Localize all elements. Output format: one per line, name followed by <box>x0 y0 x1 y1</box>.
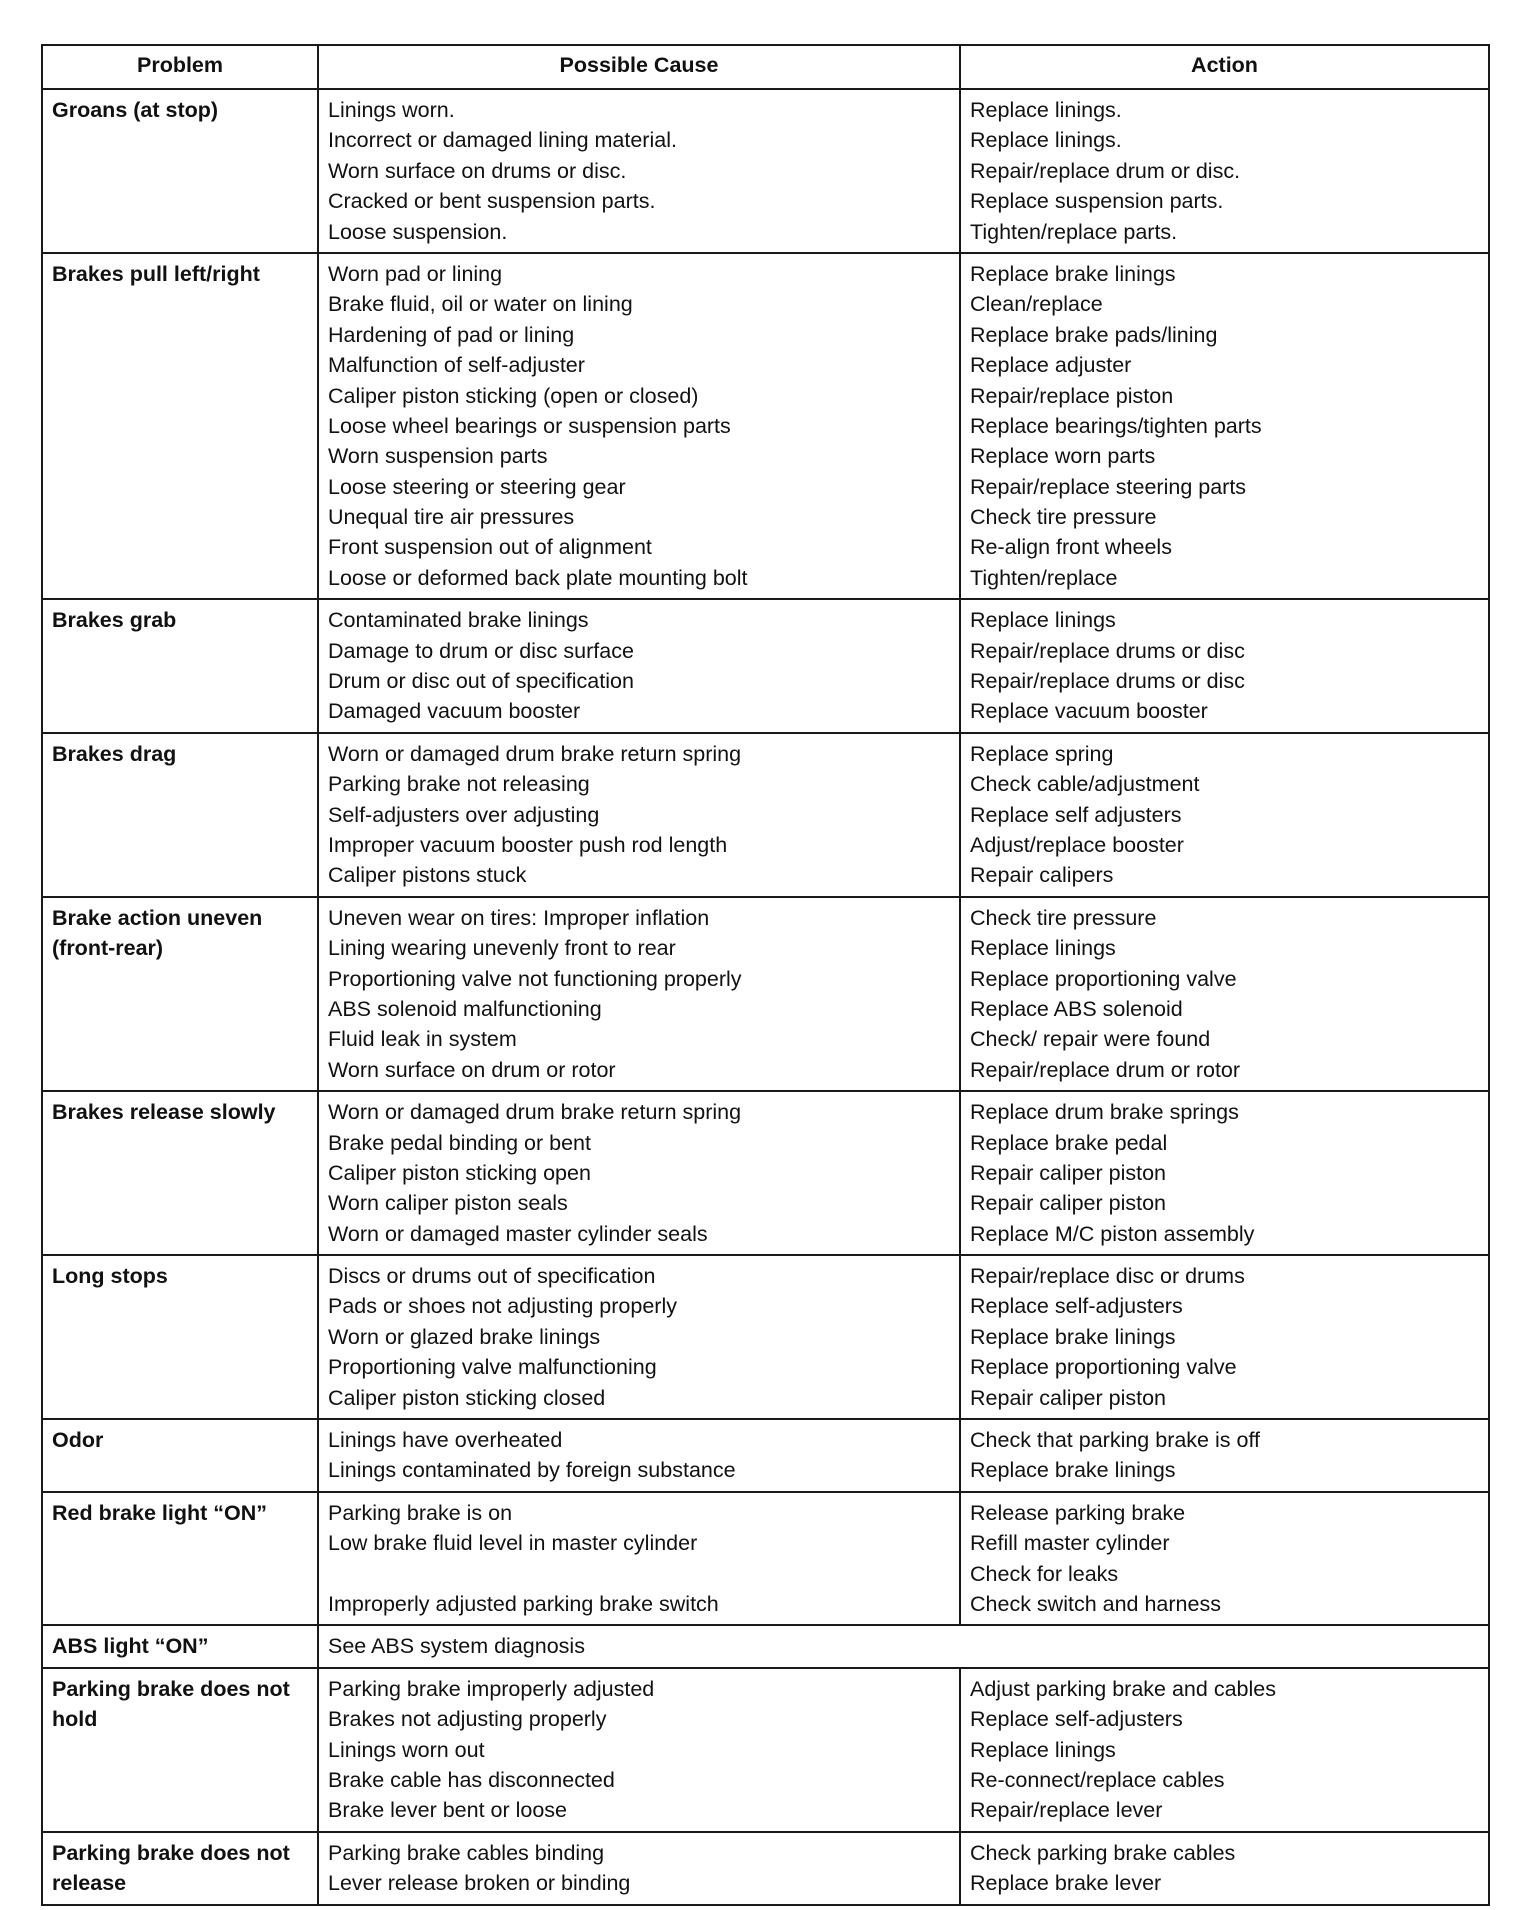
action-text: Check tire pressure <box>970 505 1157 530</box>
action-text: Tighten/replace <box>970 565 1118 590</box>
cause-text: Brake pedal binding or bent <box>328 1130 591 1155</box>
cause-text: Front suspension out of alignment <box>328 535 652 560</box>
action-text: Replace worn parts <box>970 444 1156 469</box>
cause-text: Caliper piston sticking (open or closed) <box>328 383 699 408</box>
action-text: Check/ repair were found <box>970 1027 1211 1052</box>
action-text: Replace M/C piston assembly <box>970 1221 1255 1246</box>
action-text: Check cable/adjustment <box>970 772 1200 797</box>
action-text: Repair caliper piston <box>970 1160 1166 1185</box>
cause-text <box>328 1559 950 1589</box>
action-text: Check parking brake cables <box>970 1840 1236 1865</box>
cause-text: Caliper piston sticking open <box>328 1160 591 1185</box>
cause-text: Worn or damaged drum brake return spring <box>328 741 742 766</box>
action-cell <box>960 89 1489 253</box>
problem-text: ABS light “ON” <box>52 1634 209 1659</box>
cause-text: Parking brake cables binding <box>328 1840 605 1865</box>
cause-text: Worn or damaged master cylinder seals <box>328 1221 708 1246</box>
cause-text: Loose or deformed back plate mounting bolt <box>328 565 748 590</box>
problem-cell <box>42 897 318 1091</box>
cause-text: Self-adjusters over adjusting <box>328 802 600 827</box>
cause-text: Parking brake not releasing <box>328 772 590 797</box>
cause-text: Worn suspension parts <box>328 444 548 469</box>
action-text: Replace linings. <box>970 98 1122 122</box>
action-text: Re-connect/replace cables <box>970 1767 1225 1792</box>
cause-text: Loose wheel bearings or suspension parts <box>328 413 731 438</box>
action-cell <box>960 1419 1489 1492</box>
table-row <box>42 253 1489 599</box>
problem-cell <box>42 1492 318 1626</box>
possible-cause-cell <box>318 733 960 897</box>
possible-cause-cell <box>318 599 960 733</box>
problem-cell <box>42 1668 318 1832</box>
problem-cell <box>42 733 318 897</box>
action-text: Repair/replace disc or drums <box>970 1264 1245 1289</box>
problem-cell <box>42 1091 318 1255</box>
action-cell <box>960 1492 1489 1626</box>
cause-text: Parking brake is on <box>328 1500 513 1525</box>
header-possible-cause: Possible Cause <box>318 45 960 89</box>
cause-text: Fluid leak in system <box>328 1027 517 1052</box>
possible-cause-cell <box>318 253 960 599</box>
problem-cell <box>42 1832 318 1905</box>
cause-text: Damage to drum or disc surface <box>328 638 634 663</box>
action-text: Replace proportioning valve <box>970 966 1237 991</box>
action-text: Replace suspension parts. <box>970 189 1224 214</box>
action-text: Repair/replace drum or rotor <box>970 1057 1241 1082</box>
cause-text: Brake lever bent or loose <box>328 1798 568 1823</box>
action-text: Replace brake linings <box>970 1324 1176 1349</box>
possible-cause-cell <box>318 1091 960 1255</box>
problem-cell <box>42 1625 318 1667</box>
action-text: Repair/replace drum or disc. <box>970 158 1241 183</box>
cause-text: Incorrect or damaged lining material. <box>328 128 677 153</box>
action-text: Replace brake linings <box>970 261 1176 286</box>
action-text: Re-align front wheels <box>970 535 1172 560</box>
action-text: Repair/replace lever <box>970 1798 1163 1823</box>
possible-cause-cell <box>318 1255 960 1419</box>
action-text: Replace linings <box>970 1737 1116 1762</box>
action-text: Replace self-adjusters <box>970 1294 1183 1319</box>
table-row <box>42 1625 1489 1667</box>
cause-text: Improper vacuum booster push rod length <box>328 832 728 857</box>
action-text: Repair/replace piston <box>970 383 1174 408</box>
problem-text: Brakes grab <box>52 608 177 633</box>
cause-text: Loose suspension. <box>328 219 508 244</box>
action-cell <box>960 897 1489 1091</box>
cause-text: Worn pad or lining <box>328 261 503 286</box>
action-text: Replace self-adjusters <box>970 1707 1183 1732</box>
cause-text: Drum or disc out of specification <box>328 669 634 694</box>
action-text: Replace bearings/tighten parts <box>970 413 1262 438</box>
problem-cell <box>42 1419 318 1492</box>
cause-text: Linings worn. <box>328 98 455 122</box>
problem-text: hold <box>52 1707 98 1732</box>
cause-text: Discs or drums out of specification <box>328 1264 656 1289</box>
action-text: Adjust/replace booster <box>970 832 1184 857</box>
cause-text: Linings worn out <box>328 1737 485 1762</box>
table-row <box>42 89 1489 253</box>
cause-text: Low brake fluid level in master cylinder <box>328 1531 698 1556</box>
action-text: Release parking brake <box>970 1500 1186 1525</box>
action-text: Replace linings <box>970 608 1116 633</box>
problem-text: Long stops <box>52 1264 168 1289</box>
action-text: Repair caliper piston <box>970 1385 1166 1410</box>
action-cell <box>960 253 1489 599</box>
cause-text: Hardening of pad or lining <box>328 322 575 347</box>
cause-text: Contaminated brake linings <box>328 608 589 633</box>
table-row <box>42 1255 1489 1419</box>
action-cell <box>960 1668 1489 1832</box>
table-row <box>42 1419 1489 1492</box>
possible-cause-cell <box>318 1832 960 1905</box>
problem-text: Parking brake does not <box>52 1840 290 1865</box>
table-body <box>42 89 1489 1905</box>
cause-text: Unequal tire air pressures <box>328 505 575 530</box>
header-problem: Problem <box>42 45 318 89</box>
problem-text: Brakes drag <box>52 741 177 766</box>
cause-text: Uneven wear on tires: Improper inflation <box>328 905 710 930</box>
problem-text: release <box>52 1871 127 1896</box>
problem-text: (front-rear) <box>52 936 164 961</box>
table-row <box>42 1492 1489 1626</box>
cause-text: Pads or shoes not adjusting properly <box>328 1294 677 1319</box>
cause-text: Caliper piston sticking closed <box>328 1385 606 1410</box>
action-text: Check switch and harness <box>970 1591 1221 1616</box>
cause-text: Damaged vacuum booster <box>328 699 581 724</box>
action-text: Repair caliper piston <box>970 1191 1166 1216</box>
problem-text: Brake action uneven <box>52 905 263 930</box>
action-text: Replace brake linings <box>970 1458 1176 1483</box>
table-row <box>42 1832 1489 1905</box>
cause-text: Worn surface on drum or rotor <box>328 1057 616 1082</box>
cause-text: Worn caliper piston seals <box>328 1191 568 1216</box>
problem-text: Brakes release slowly <box>52 1100 276 1125</box>
cause-text: Worn or damaged drum brake return spring <box>328 1100 742 1125</box>
cause-text: Loose steering or steering gear <box>328 474 626 499</box>
problem-text: Groans (at stop) <box>52 98 219 122</box>
action-text: Check tire pressure <box>970 905 1157 930</box>
possible-cause-cell <box>318 1419 960 1492</box>
action-text: Replace brake pedal <box>970 1130 1168 1155</box>
header-row <box>42 45 1489 89</box>
action-text: Replace linings. <box>970 128 1122 153</box>
action-cell <box>960 733 1489 897</box>
action-text: Tighten/replace parts. <box>970 219 1178 244</box>
problem-cell <box>42 253 318 599</box>
action-text: Check that parking brake is off <box>970 1428 1261 1453</box>
action-text: Replace proportioning valve <box>970 1355 1237 1380</box>
action-text: Repair/replace drums or disc <box>970 669 1245 694</box>
cause-text: Lining wearing unevenly front to rear <box>328 936 676 961</box>
cause-text: Cracked or bent suspension parts. <box>328 189 656 214</box>
table-row <box>42 599 1489 733</box>
problem-cell <box>42 1255 318 1419</box>
table-row <box>42 1091 1489 1255</box>
action-cell <box>960 1832 1489 1905</box>
action-text: Refill master cylinder <box>970 1531 1170 1556</box>
problem-text: Brakes pull left/right <box>52 261 260 286</box>
table-row <box>42 897 1489 1091</box>
cause-text: Malfunction of self-adjuster <box>328 353 585 378</box>
action-cell <box>960 599 1489 733</box>
action-text: Replace brake lever <box>970 1871 1162 1896</box>
action-text: Repair calipers <box>970 863 1114 888</box>
action-text: Replace adjuster <box>970 353 1132 378</box>
possible-cause-cell <box>318 89 960 253</box>
action-text: Replace ABS solenoid <box>970 996 1183 1021</box>
cause-text: Linings contaminated by foreign substance <box>328 1458 736 1483</box>
cause-text: Parking brake improperly adjusted <box>328 1676 655 1701</box>
possible-cause-cell <box>318 1492 960 1626</box>
cause-text: Proportioning valve malfunctioning <box>328 1355 657 1380</box>
action-text: Adjust parking brake and cables <box>970 1676 1276 1701</box>
action-text: Replace brake pads/lining <box>970 322 1218 347</box>
possible-cause-cell <box>318 1668 960 1832</box>
cause-action-span-cell <box>318 1625 1489 1667</box>
cause-text: ABS solenoid malfunctioning <box>328 996 602 1021</box>
brake-troubleshooting-table <box>41 44 1490 1906</box>
problem-cell <box>42 599 318 733</box>
cause-text: Lever release broken or binding <box>328 1871 631 1896</box>
action-text: Replace vacuum booster <box>970 699 1208 724</box>
problem-text: Odor <box>52 1428 104 1453</box>
cause-text: Caliper pistons stuck <box>328 863 527 888</box>
possible-cause-cell <box>318 897 960 1091</box>
problem-cell <box>42 89 318 253</box>
cause-text: Linings have overheated <box>328 1428 563 1453</box>
header-action: Action <box>960 45 1489 89</box>
action-text: Replace linings <box>970 936 1116 961</box>
action-text: Replace spring <box>970 741 1114 766</box>
cause-text: Brake cable has disconnected <box>328 1767 615 1792</box>
cause-text: Worn surface on drums or disc. <box>328 158 627 183</box>
table-row <box>42 733 1489 897</box>
action-text: Clean/replace <box>970 292 1103 317</box>
cause-text: Worn or glazed brake linings <box>328 1324 601 1349</box>
table-row <box>42 1668 1489 1832</box>
action-cell <box>960 1255 1489 1419</box>
cause-text: Brakes not adjusting properly <box>328 1707 607 1732</box>
action-cell <box>960 1091 1489 1255</box>
action-text: Replace drum brake springs <box>970 1100 1239 1125</box>
cause-text: See ABS system diagnosis <box>328 1634 585 1659</box>
cause-text: Brake fluid, oil or water on lining <box>328 292 633 317</box>
cause-text: Proportioning valve not functioning properly <box>328 966 742 991</box>
action-text: Check for leaks <box>970 1561 1119 1586</box>
problem-text: Parking brake does not <box>52 1676 290 1701</box>
action-text: Replace self adjusters <box>970 802 1182 827</box>
action-text: Repair/replace drums or disc <box>970 638 1245 663</box>
action-text: Repair/replace steering parts <box>970 474 1247 499</box>
cause-text: Improperly adjusted parking brake switch <box>328 1591 719 1616</box>
problem-text: Red brake light “ON” <box>52 1500 268 1525</box>
